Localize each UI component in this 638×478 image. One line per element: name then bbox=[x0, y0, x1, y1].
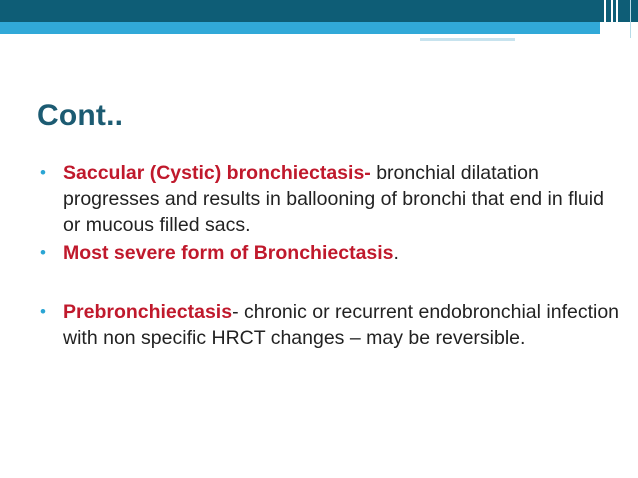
header-divider-line bbox=[630, 0, 631, 38]
header-divider-line bbox=[616, 0, 618, 40]
bullet-highlight: Prebronchiectasis bbox=[63, 301, 233, 323]
bullet-text: bronchial dilatation progresses and results in ballooning of bronchi that end in fluid or mucous filled sacs. bbox=[63, 162, 604, 236]
header-divider-line bbox=[611, 0, 613, 44]
bullet-item bbox=[40, 299, 620, 351]
slide-title: Cont.. bbox=[37, 99, 124, 132]
bullet-item bbox=[40, 240, 620, 266]
header-accent-line bbox=[420, 38, 515, 41]
header-accent-bar bbox=[0, 22, 600, 34]
bullet-highlight: Saccular (Cystic) bronchiectasis- bbox=[63, 162, 371, 184]
header-bar bbox=[0, 0, 638, 22]
bullet-list bbox=[40, 160, 620, 351]
bullet-text: - chronic or recurrent endobronchial infection with non specific HRCT changes – may be reversible. bbox=[63, 301, 620, 349]
bullet-highlight: Most severe form of Bronchiectasis bbox=[63, 242, 394, 264]
bullet-text: . bbox=[393, 242, 399, 264]
header-divider-line bbox=[604, 0, 606, 44]
bullet-item bbox=[40, 160, 620, 238]
